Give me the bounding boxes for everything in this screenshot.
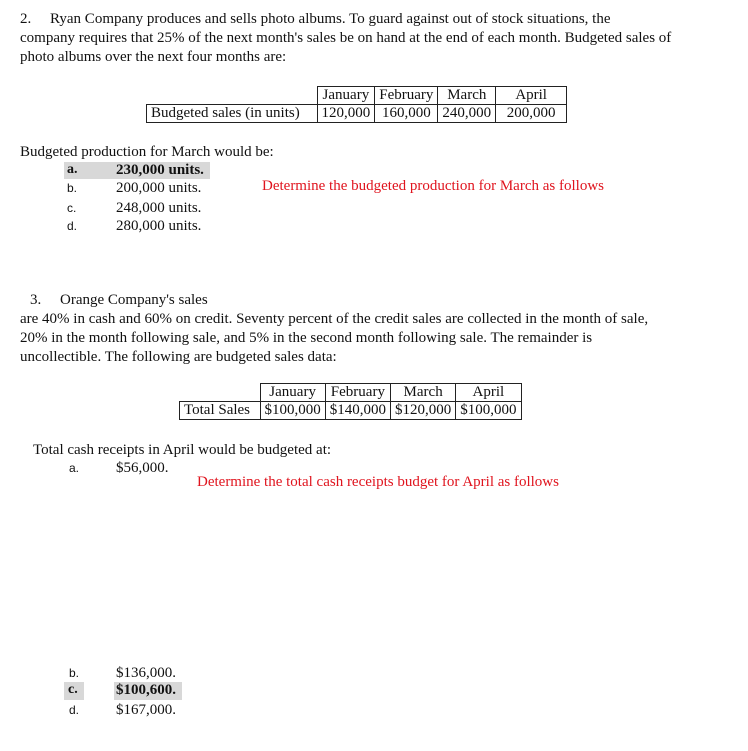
q3-option-a[interactable]: [69, 460, 169, 477]
q2-line1: Ryan Company produces and sells photo albums. To guard against out of stock situations, the: [50, 11, 611, 27]
q2-option-c[interactable]: [67, 200, 202, 217]
q3-table-corner: [180, 384, 261, 402]
q2-intro: [20, 10, 735, 67]
q3-value-mar: $120,000: [391, 402, 456, 420]
q3-note: Determine the total cash receipts budget for April as follows: [197, 474, 559, 490]
q3-value-apr: $100,000: [456, 402, 521, 420]
q3-option-c-text: $100,600.: [116, 682, 176, 698]
q3-line3: 20% in the month following sale, and 5% in the second month following sale. The remainder is: [20, 330, 593, 346]
q3-header-jan: January: [260, 384, 325, 402]
q2-note: Determine the budgeted production for March as follows: [262, 178, 604, 194]
q2-line3: photo albums over the next four months are:: [20, 49, 287, 65]
q3-option-c-letter: c.: [68, 682, 78, 697]
q3-header-apr: April: [456, 384, 521, 402]
q2-line2: company requires that 25% of the next month's sales be on hand at the end of each month. Budgeted sales of: [20, 30, 672, 46]
q3-option-d-letter: d.: [69, 703, 80, 717]
q2-value-apr: 200,000: [496, 105, 567, 123]
q3-line4: uncollectible. The following are budgeted sales data:: [20, 349, 337, 365]
q3-table-row: [180, 402, 522, 420]
q3-sales-table: [179, 383, 522, 420]
q2-header-apr: April: [496, 87, 567, 105]
q2-option-b[interactable]: [67, 180, 202, 197]
q2-option-c-text: 248,000 units.: [116, 200, 202, 216]
q3-number: 3.: [30, 292, 42, 308]
q3-intro: [20, 291, 735, 367]
q2-value-mar: 240,000: [438, 105, 496, 123]
q3-header-mar: March: [391, 384, 456, 402]
q3-question: Total cash receipts in April would be budgeted at:: [33, 442, 332, 458]
q3-row-label: Total Sales: [180, 402, 261, 420]
q2-value-feb: 160,000: [375, 105, 438, 123]
q2-question: Budgeted production for March would be:: [20, 144, 274, 160]
q3-option-d[interactable]: [69, 702, 176, 719]
q2-option-b-text: 200,000 units.: [116, 180, 202, 196]
q3-option-a-letter: a.: [69, 461, 80, 475]
q2-table-header-row: [147, 87, 567, 105]
q2-option-a-letter: a.: [67, 162, 78, 177]
q2-option-d-letter: d.: [67, 219, 78, 233]
q3-option-b-letter: b.: [69, 666, 80, 680]
q2-table-corner: [147, 87, 318, 105]
q3-option-b[interactable]: [69, 665, 176, 682]
q2-row-label: Budgeted sales (in units): [147, 105, 318, 123]
q2-header-jan: January: [317, 87, 375, 105]
q3-table-header-row: [180, 384, 522, 402]
q3-line1: Orange Company's sales: [60, 292, 208, 308]
q2-option-a-text: 230,000 units.: [116, 162, 204, 178]
q2-option-b-letter: b.: [67, 181, 78, 195]
q2-option-d[interactable]: [67, 218, 202, 235]
q2-number: 2.: [20, 11, 32, 27]
q2-option-c-letter: c.: [67, 201, 77, 215]
q3-header-feb: February: [325, 384, 390, 402]
q3-option-b-text: $136,000.: [116, 665, 176, 681]
q2-sales-table: [146, 86, 567, 123]
q3-option-c[interactable]: [64, 682, 184, 700]
q2-header-mar: March: [438, 87, 496, 105]
q2-option-d-text: 280,000 units.: [116, 218, 202, 234]
q2-table-row: [147, 105, 567, 123]
q2-header-feb: February: [375, 87, 438, 105]
q3-option-d-text: $167,000.: [116, 702, 176, 718]
q3-option-a-text: $56,000.: [116, 460, 169, 476]
q2-value-jan: 120,000: [317, 105, 375, 123]
q2-option-a[interactable]: [64, 162, 214, 179]
q3-line2: are 40% in cash and 60% on credit. Seventy percent of the credit sales are collected in the month of sale,: [20, 311, 649, 327]
q3-value-feb: $140,000: [325, 402, 390, 420]
q3-value-jan: $100,000: [260, 402, 325, 420]
